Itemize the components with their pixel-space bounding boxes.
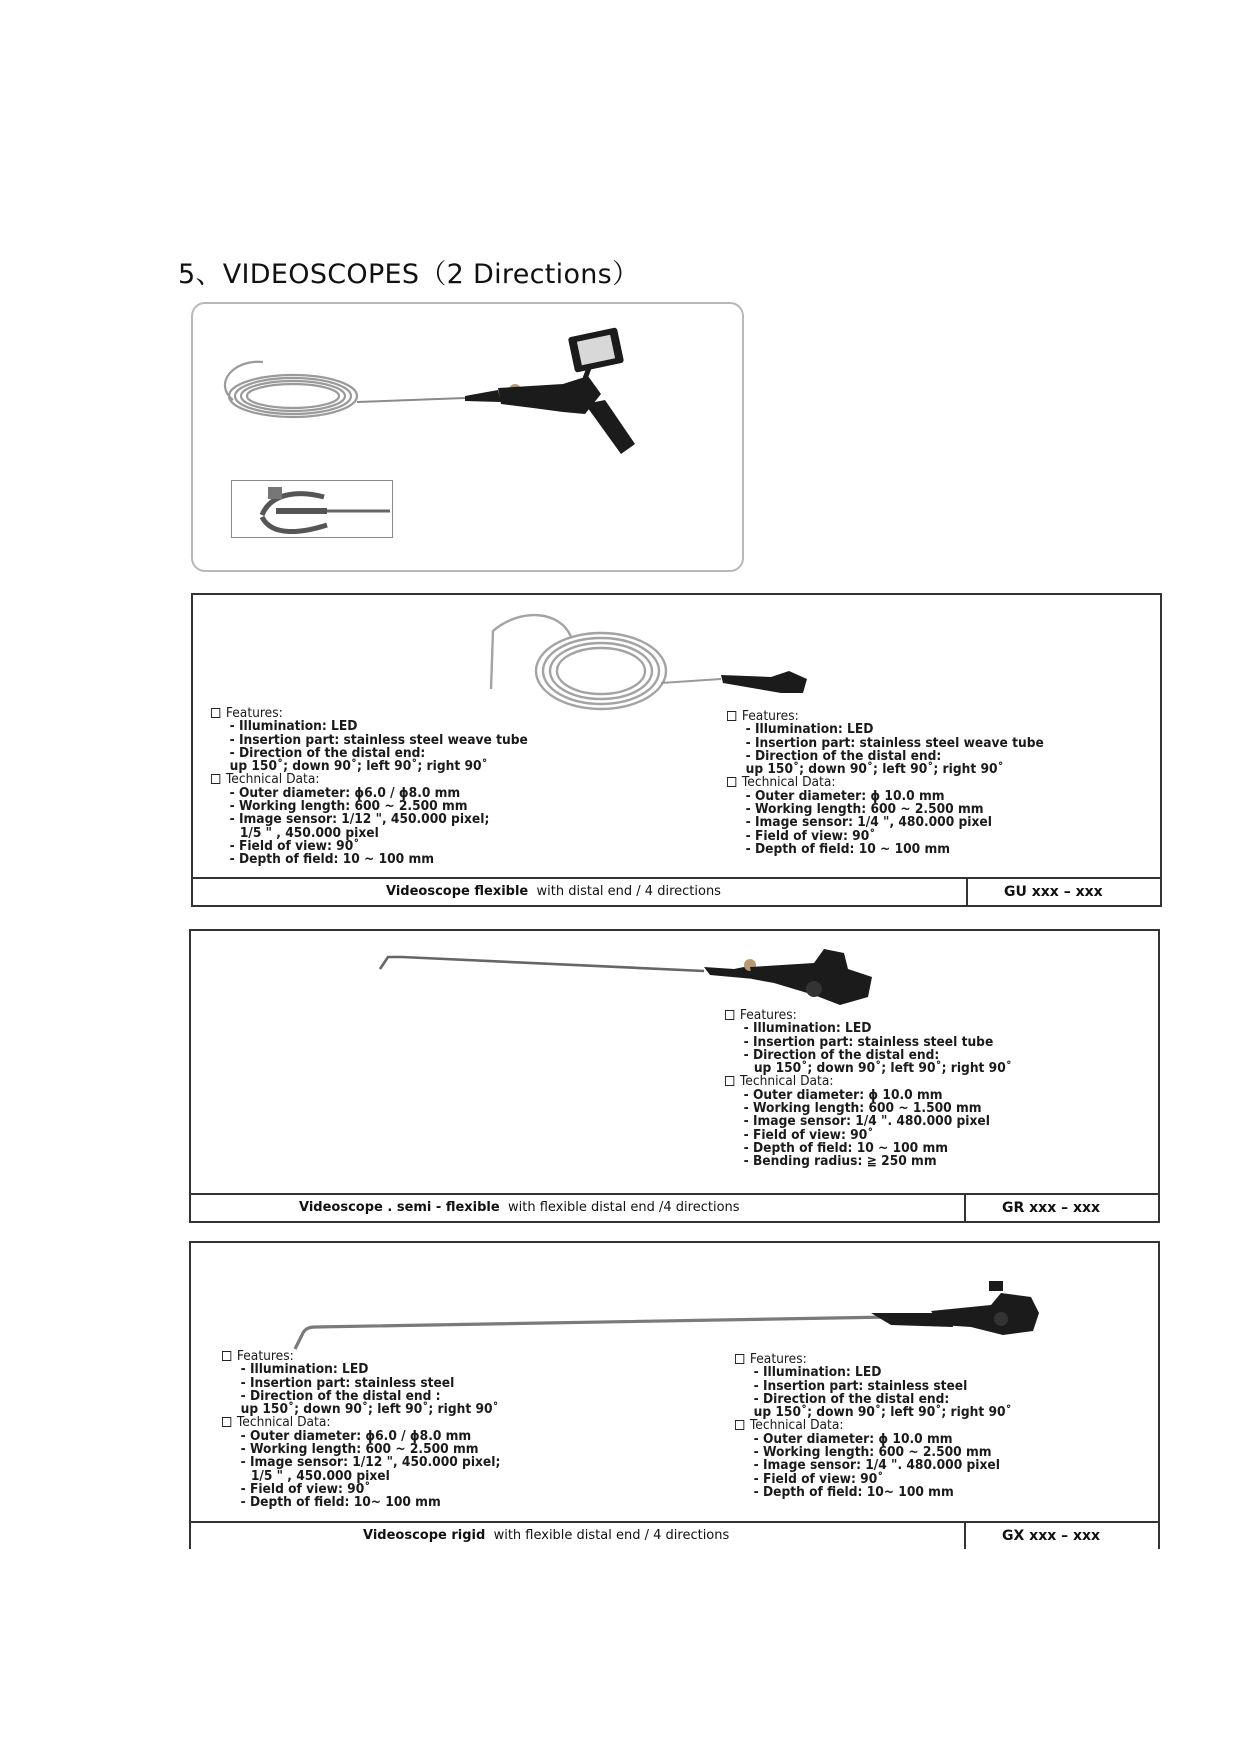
product-panel-semi-flexible: [189, 929, 1160, 1223]
product-name: Videoscope rigid: [363, 1528, 486, 1543]
spec-block-left: Features: - Illumination: LED - Insertion part: stainless steel - Direction of the distal end : up 150˚; down 90˚; left 90˚; right 90˚ Technical Data: - Outer diameter: ϕ6.0 / ϕ8.0 mm - Working length: 600 ~ 2.500 mm - Image sensor: 1/12 ", 450.000 pixel; 1/5 " , 450.000 pixel - Field of view: 90˚ - Depth of field: 10~ 100 mm: [222, 1350, 500, 1510]
product-panel-flexible: [191, 593, 1162, 907]
rigid-videoscope-image: [291, 1271, 1051, 1351]
checkbox-icon: [725, 1010, 734, 1020]
spec-block-right: Features: - Illumination: LED - Insertion part: stainless steel tube - Direction of the distal end: up 150˚; down 90˚; left 90˚; right 90˚ Technical Data: - Outer diameter: ϕ 10.0 mm - Working length: 600 ~ 1.500 mm - Image sensor: 1/4 ". 480.000 pixel - Field of view: 90˚ - Depth of field: 10 ~ 100 mm - Bending radius: ≧ 250 mm: [725, 1009, 1012, 1169]
product-code-cell: [964, 1523, 1158, 1549]
checkbox-icon: [735, 1354, 744, 1364]
product-code: GU xxx – xxx: [1004, 884, 1103, 900]
checkbox-icon: [735, 1420, 744, 1430]
product-name: Videoscope flexible: [386, 884, 529, 899]
checkbox-icon: [727, 777, 736, 787]
checkbox-icon: [222, 1351, 231, 1361]
page-title: 5、VIDEOSCOPES（2 Directions）: [178, 259, 640, 290]
checkbox-icon: [211, 774, 220, 784]
panel-caption-bar: [191, 1521, 1158, 1549]
product-description: with distal end / 4 directions: [536, 884, 721, 899]
checkbox-icon: [222, 1417, 231, 1427]
flexible-videoscope-image: [491, 609, 891, 721]
spec-block-right: Features: - Illumination: LED - Insertion part: stainless steel weave tube - Direction of the distal end: up 150˚; down 90˚; left 90˚; right 90˚ Technical Data: - Outer diameter: ϕ 10.0 mm - Working length: 600 ~ 2.500 mm - Image sensor: 1/4 ", 480.000 pixel - Field of view: 90˚ - Depth of field: 10 ~ 100 mm: [727, 710, 1044, 856]
distal-end-inset: [231, 480, 393, 538]
panel-caption-bar: [193, 877, 1160, 905]
bending-tip-image: [232, 481, 392, 537]
checkbox-icon: [727, 711, 736, 721]
product-name: Videoscope . semi - flexible: [299, 1200, 500, 1215]
panel-caption-bar: [191, 1193, 1158, 1221]
product-code-cell: [966, 879, 1160, 905]
product-panel-rigid: [189, 1241, 1160, 1549]
checkbox-icon: [725, 1076, 734, 1086]
product-code-cell: [964, 1195, 1158, 1221]
checkbox-icon: [211, 708, 220, 718]
product-description: with flexible distal end /4 directions: [507, 1200, 740, 1215]
product-code: GR xxx – xxx: [1002, 1200, 1101, 1216]
spec-block-left: Features: - Illumination: LED - Insertion part: stainless steel weave tube - Direction of the distal end: up 150˚; down 90˚; left 90˚; right 90˚ Technical Data: - Outer diameter: ϕ6.0 / ϕ8.0 mm - Working length: 600 ~ 2.500 mm - Image sensor: 1/12 ", 450.000 pixel; 1/5 " , 450.000 pixel - Field of view: 90˚ - Depth of field: 10 ~ 100 mm: [211, 707, 528, 867]
spec-block-right: Features: - Illumination: LED - Insertion part: stainless steel - Direction of the distal end: up 150˚; down 90˚; left 90˚; right 90˚ Technical Data: - Outer diameter: ϕ 10.0 mm - Working length: 600 ~ 2.500 mm - Image sensor: 1/4 ". 480.000 pixel - Field of view: 90˚ - Depth of field: 10~ 100 mm: [735, 1353, 1012, 1499]
product-photo-frame: [191, 302, 744, 572]
semi-flexible-videoscope-image: [374, 945, 944, 1015]
product-code: GX xxx – xxx: [1002, 1528, 1101, 1544]
product-description: with flexible distal end / 4 directions: [493, 1528, 730, 1543]
